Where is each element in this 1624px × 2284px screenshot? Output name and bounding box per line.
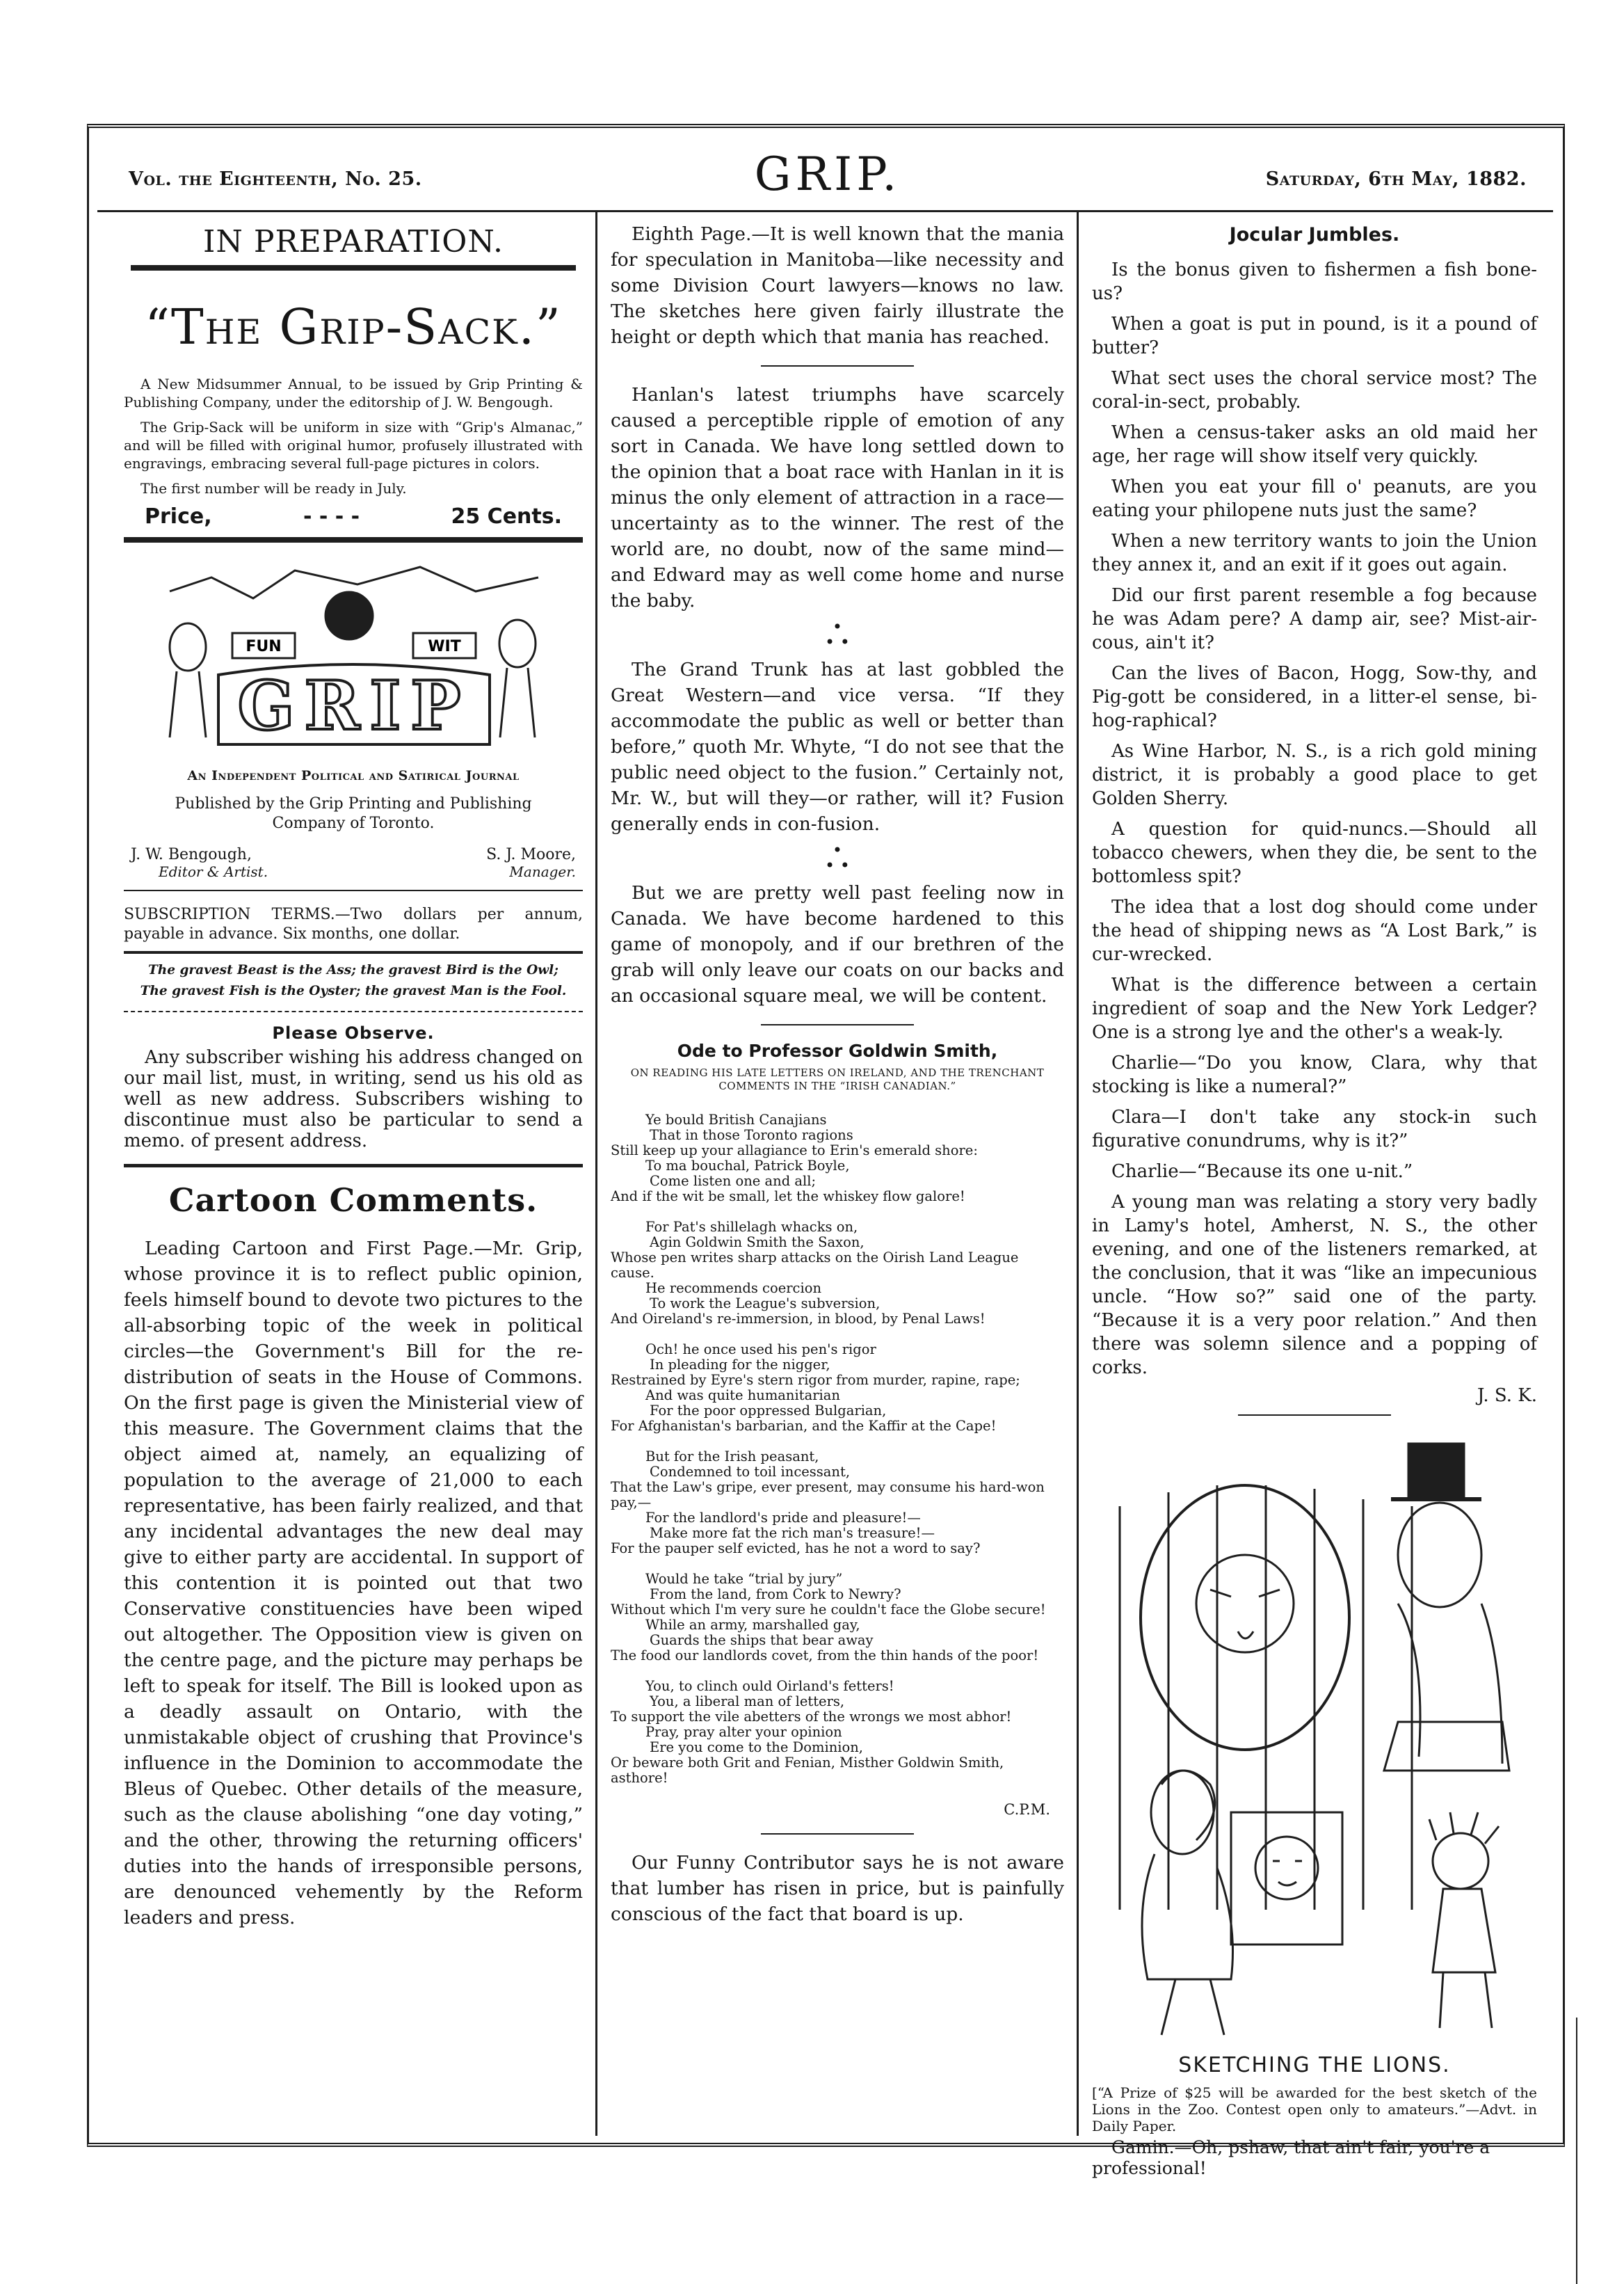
ode-verse-line: Ere you come to the Dominion, [650,1739,864,1755]
rule [124,1011,583,1012]
ode-verse-line: Without which I'm very sure he couldn't face the Globe secure! [611,1602,1046,1618]
grip-masthead-svg [128,550,579,758]
gravest-line-2: The gravest Fish is the Oyster; the gravest Man is the Fool. [140,984,567,998]
ode-verse-line: You, a liberal man of letters, [650,1693,845,1709]
banner-fun: FUN [246,638,282,655]
sketching-lions-advert: [“A Prize of $25 will be awarded for the best sketch of the Lions in the Zoo. Contest open only to amateurs.”—Advt. in Daily Paper. [1092,2084,1537,2134]
please-observe-text: Any subscriber wishing his address changed on our mail list, must, in writing, send us his old as well as new address. Subscribers wishing to discontinue must also be particular to send a memo. of present address. [124,1047,583,1151]
column-left [124,221,583,2127]
manager-block [486,846,576,880]
ode-verse-line: Or beware both Grit and Fenian, Misther Goldwin Smith, asthore! [611,1755,1004,1786]
grip-sack-title: “The Grip-Sack.” [145,298,562,356]
ode-verse-line: That in those Toronto ragions [650,1127,853,1143]
ode-verse-line: Restrained by Eyre's stern rigor from murder, rapine, rape; [611,1372,1020,1388]
gravest-line-1: The gravest Beast is the Ass; the gravest Bird is the Owl; [148,963,558,977]
sketching-lions-svg [1092,1423,1537,2049]
ode-verse-line: To support the vile abetters of the wrongs we most abhor! [611,1709,1012,1725]
ode-verse-line: And was quite humanitarian [645,1387,840,1403]
grip-sack-announcement: A New Midsummer Annual, to be issued by Grip Printing & Publishing Company, under the editorship of J. W. Bengough. [124,376,583,410]
jocular-jumbles-heading: Jocular Jumbles. [1229,224,1400,246]
jumble-item: Charlie—“Do you know, Clara, why that stocking is like a numeral?” [1092,1053,1537,1097]
rule [761,365,914,367]
column-right [1092,221,1537,2178]
editor-block [131,846,268,880]
ode-verse-line: For the landlord's pride and pleasure!— [645,1510,921,1526]
ode-stanza [611,1679,1064,1786]
ode-verse-line: Make more fat the rich man's treasure!— [650,1525,935,1541]
ode-verse-line: For the poor oppressed Bulgarian, [650,1403,887,1419]
jumble-item: Charlie—“Because its one u-nit.” [1111,1161,1413,1182]
ode-verse-line: For Pat's shillelagh whacks on, [645,1219,858,1235]
manager-name: S. J. Moore, [486,846,576,863]
jumble-item: Can the lives of Bacon, Hogg, Sow-thy, and Pig-gott be considered, in a litter-el sense, bi-hog-raphical? [1092,663,1537,731]
asterism: • • • [825,840,850,875]
grip-masthead-illustration [128,550,579,758]
rule [1238,1414,1391,1416]
sketching-lions-cartoon [1092,1423,1537,2049]
issue-date: Saturday, 6th May, 1882. [1265,168,1527,190]
price-dashes: - - - - [303,504,360,529]
ode-verse-line: Och! he once used his pen's rigor [645,1341,876,1357]
ode-verse-line: But for the Irish peasant, [645,1448,819,1464]
ode-stanza [611,1220,1064,1327]
ode-signature: C.P.M. [1004,1801,1050,1818]
jumble-item: When a new territory wants to join the Union they annex it, and an exit if it goes out again. [1092,531,1537,575]
rule [124,951,583,954]
masthead-header [129,147,1527,203]
jumbles-list [1092,258,1537,1380]
editor-name: J. W. Bengough, [131,846,252,863]
ode-verse-line: And if the wit be small, let the whiskey flow galore! [611,1188,965,1204]
rule [761,1833,914,1835]
rule [761,1024,914,1025]
ode-verse-line: In pleading for the nigger, [650,1357,830,1373]
rule [124,890,583,891]
cartoon-comments-text: Leading Cartoon and First Page.—Mr. Grip, whose province it is to reflect public opinion, feels himself bound to devote two pictures to the all-absorbing topic of the week in political circles—the Government's Bill for the re-distribution of seats in the House of Commons. On the first page is given the Ministerial view of this measure. The Government claims that the object aimed at, namely, an equalizing of population to the average of 21,000 to each representative, has been fairly realized, and that any incidental advantages the new deal may give to either party are accidental. In support of this contention it is pointed out that two Conservative constituencies have been wiped out altogether. The Opposition view is given on the centre page, and the picture may perhaps be left to speak for itself. The Bill is looked upon as a deadly assault on Ontario, with the unmistakable object of crushing that Province's influence in the Dominion to accommodate the Bleus of Quebec. Other details of the measure, such as the clause abolishing “one day voting,” and the other, throwing the returning officers' duties into the hands of irresponsible persons, are denounced vehemently by the Reform leaders and press. [124,1238,583,1928]
journal-subtitle: An Independent Political and Satirical Journal [187,768,520,783]
jumble-item: When you eat your fill o' peanuts, are you eating your philopene nuts just the same? [1092,477,1537,521]
in-preparation-heading: IN PREPARATION. [202,224,504,259]
price-row [145,504,562,529]
ode-verse-line: Agin Goldwin Smith the Saxon, [650,1234,865,1250]
subscription-terms: SUBSCRIPTION TERMS.—Two dollars per annum, payable in advance. Six months, one dollar. [124,906,583,943]
ode-verse-line: For the pauper self evicted, has he not a word to say? [611,1540,981,1556]
ode-verse-line: Condemned to toil incessant, [650,1464,851,1480]
jumble-item: A question for quid-nuncs.—Should all tobacco chewers, when they die, be sent to the bottomless spit? [1092,819,1537,887]
ode-verse-line: He recommends coercion [645,1280,822,1296]
ode-title: Ode to Professor Goldwin Smith, [677,1041,998,1061]
grip-sack-release: The first number will be ready in July. [140,480,407,497]
newspaper-title: GRIP. [754,147,901,201]
banner-wit: WIT [428,638,461,655]
price-label: Price, [145,504,212,529]
left-figure-head-shape [170,623,206,671]
ode-verse-line: Ye bould British Canajians [645,1112,827,1128]
ode-verse-line: For Afghanistan's barbarian, and the Kaffir at the Cape! [611,1418,997,1434]
ode-verse-line: Whose pen writes sharp attacks on the Oirish Land League cause. [611,1249,1019,1281]
ode-verse-line: To ma bouchal, Patrick Boyle, [645,1158,850,1174]
header-rule [97,210,1553,212]
ode-verse-line: While an army, marshalled gay, [645,1617,860,1633]
grand-trunk-paragraph: The Grand Trunk has at last gobbled the Great Western—and vice versa. “If they accommodate the public as well or better than before,” quoth Mr. Whyte, “I do not see that the public need object to the fusion.” Certainly not, Mr. W., but will they—or rather, will it? Fusion generally ends in con-fusion. [611,659,1064,835]
ode-verse-line: Would he take “trial by jury” [645,1571,843,1587]
jumble-item: When a census-taker asks an old maid her age, her rage will show itself very quickly. [1092,422,1537,467]
jumble-item: What is the difference between a certain ingredient of soap and the New York Ledger? One is a strong lye and the other's a weak-ly. [1092,975,1537,1043]
jumble-item: Is the bonus given to fishermen a fish bone-us? [1092,259,1537,304]
jumble-item: When a goat is put in pound, is it a pound of butter? [1092,314,1537,358]
rule [124,537,583,543]
ode-poem [611,1112,1064,1786]
column-rule-2 [1077,210,1079,2136]
rule [124,1164,583,1167]
rule [131,265,576,271]
eighth-page-paragraph: Eighth Page.—It is well known that the mania for speculation in Manitoba—like necessity and some Division Court lawyers—knows no law. The sketches here given fairly illustrate the height or depth which that mania has reached. [611,223,1064,348]
ode-stanza [611,1342,1064,1434]
jumble-item: The idea that a lost dog should come under the head of shipping news as “A Lost Bark,” is cur-wrecked. [1092,897,1537,965]
staff-row [131,846,576,880]
jumble-item: As Wine Harbor, N. S., is a rich gold mining district, it is probably a good place to get Golden Sherry. [1092,741,1537,809]
asterism: • • • [825,617,850,652]
ode-stanza [611,1449,1064,1556]
price-value: 25 Cents. [451,504,562,529]
editor-role: Editor & Artist. [159,863,268,880]
ode-subtitle: ON READING HIS LATE LETTERS ON IRELAND, AND THE TRENCHANT COMMENTS IN THE “IRISH CANADIAN.” [630,1067,1045,1092]
ode-verse-line: Guards the ships that bear away [650,1632,874,1648]
ode-verse-line: You, to clinch ould Oirland's fetters! [645,1678,894,1694]
ode-stanza [611,1112,1064,1204]
ode-verse-line: The food our landlords covet, from the thin hands of the poor! [611,1647,1039,1663]
published-by: Published by the Grip Printing and Publishing Company of Toronto. [175,795,532,832]
cartoon-comments-heading: Cartoon Comments. [168,1181,538,1219]
ode-verse-line: Come listen one and all; [650,1173,817,1189]
ode-verse-line: Still keep up your allagiance to Erin's emerald shore: [611,1142,978,1158]
funny-contributor-paragraph: Our Funny Contributor says he is not aware that lumber has risen in price, but is painfully conscious of the fact that board is up. [611,1852,1064,1925]
corner-rule [1576,2018,1577,2284]
ode-verse-line: From the land, from Cork to Newry? [650,1586,901,1602]
jumbles-signature: J. S. K. [1477,1385,1537,1406]
hanlan-paragraph: Hanlan's latest triumphs have scarcely caused a perceptible ripple of emotion of any sort in Canada. We have long settled down to the opinion that a boat race with Hanlan in it is minus the only element of attraction in a race—uncertainty as to the winner. The rest of the world are, no doubt, now of the same mind—and Edward may as well come home and nurse the baby. [611,384,1064,612]
ode-stanza [611,1572,1064,1663]
manager-role: Manager. [509,863,576,880]
column-rule-1 [595,210,597,2136]
ode-verse-line: That the Law's gripe, ever present, may consume his hard-won pay,— [611,1479,1045,1510]
sketching-lions-caption: SKETCHING THE LIONS. [1178,2053,1451,2077]
grip-sack-description: The Grip-Sack will be uniform in size with “Grip's Almanac,” and will be filled with original humor, profusely illustrated with engravings, embracing several full-page pictures in colors. [124,419,583,472]
volume-number: Vol. the Eighteenth, No. 25. [129,168,422,190]
monopoly-paragraph: But we are pretty well past feeling now in Canada. We have become hardened to this game of monopoly, and if our brethren of the grab will only leave our coats on our backs and an occasional square meal, we will be content. [611,882,1064,1007]
ode-verse-line: Pray, pray alter your opinion [645,1724,842,1740]
jumble-item: Clara—I don't take any stock-in such figurative conundrums, why is it?” [1092,1107,1537,1151]
grip-sign-text: GRIP [237,666,471,745]
ode-verse-line: And Oireland's re-immersion, in blood, by Penal Laws! [611,1311,986,1327]
sketching-lions-gamin: Gamin.—Oh, pshaw, that ain't fair, you're a professional! [1092,2137,1490,2178]
jumble-item: A young man was relating a story very badly in Lamy's hotel, Amherst, N. S., the other evening, and one of the listeners remarked, at the conclusion, that it was “like an impecunious uncle. “How so?” said one of the party. “Because it is a very poor relation.” And then there was solemn silence and a popping of corks. [1092,1192,1537,1378]
column-middle [611,221,1064,2127]
please-observe-heading: Please Observe. [272,1023,435,1043]
ode-verse-line: To work the League's subversion, [650,1295,881,1311]
jumble-item: What sect uses the choral service most? The coral-in-sect, probably. [1092,368,1537,413]
jumble-item: Did our first parent resemble a fog because he was Adam pere? A damp air, see? Mist-air-cous, ain't it? [1092,585,1537,653]
